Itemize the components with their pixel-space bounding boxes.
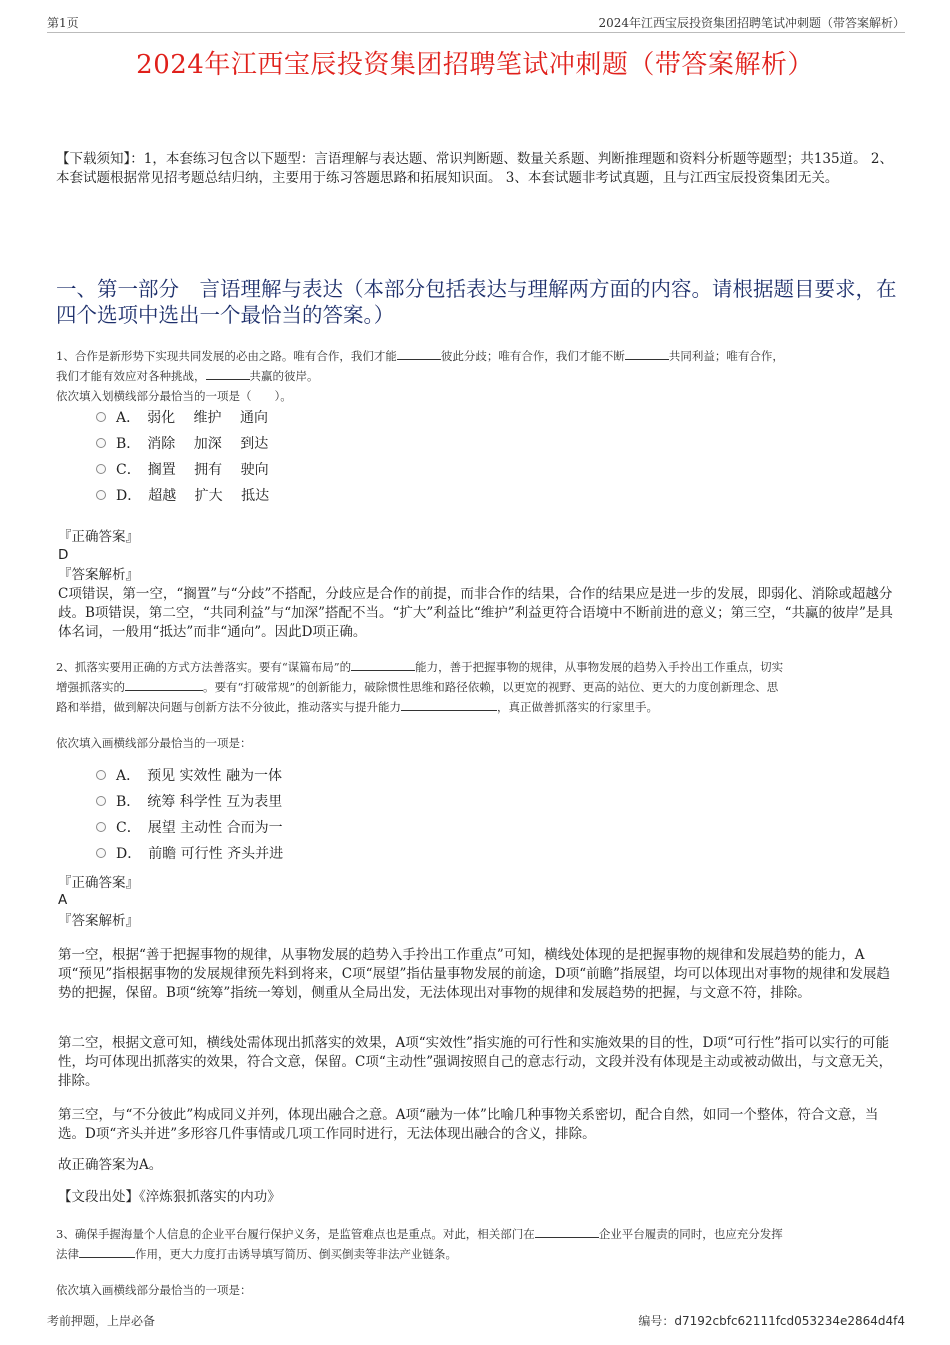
analysis-label: 『答案解析』 [58,567,139,583]
page-number: 第1页 [47,16,79,30]
question-1-stem: 1、合作是新形势下实现共同发展的必由之路。唯有合作，我们才能 彼此分歧；唯有合作，我们才能不断 共同利益；唯有合作， 我们才能有效应对各种挑战， 共赢的彼岸。 依次填入划横线部分最恰当的一项是（ ）。 [56,349,784,403]
footer-slogan: 考前押题，上岸必备 [47,1314,156,1328]
q2-answer: A [58,892,68,908]
q2-analysis-conclusion: 故正确答案为A。 [58,1157,163,1173]
q2-option-a[interactable]: A． 预见 实效性 融为一体 [96,766,282,786]
blank [351,658,415,671]
q2-option-b[interactable]: B． 统筹 科学性 互为表里 [96,792,282,812]
q2-option-d[interactable]: D． 前瞻 可行性 齐头并进 [96,844,283,864]
blank [625,347,669,360]
q2-prompt: 依次填入画横线部分最恰当的一项是： [56,736,252,750]
blank [535,1225,599,1238]
blank [206,367,250,380]
radio-icon[interactable] [96,822,106,832]
q1-option-b[interactable]: B． 消除 加深 到达 [96,434,268,454]
radio-icon[interactable] [96,796,106,806]
radio-icon[interactable] [96,490,106,500]
q1-analysis: C项错误，第一空，“搁置”与“分歧”不搭配，分歧应是合作的前提，而非合作的结果，合作的结果应是进一步的发展，即弱化、消除或超越分歧。B项错误，第二空，“共同利益”与“加深”搭配不当。“扩大”利益比“维护”利益更符合语境中不断前进的意义；第三空，“共赢的彼岸”是具体名词，一般用“抵达”而非“通向”。因此D项正确。 [58,586,893,640]
radio-icon[interactable] [96,438,106,448]
blank [397,347,441,360]
section-heading: 一、第一部分 言语理解与表达（本部分包括表达与理解两方面的内容。请根据题目要求，在四个选项中选出一个最恰当的答案。） [56,277,897,327]
q1-answer: D [58,547,69,563]
blank [401,698,497,711]
radio-icon[interactable] [96,770,106,780]
q3-prompt: 依次填入画横线部分最恰当的一项是： [56,1283,252,1297]
page-title: 2024年江西宝辰投资集团招聘笔试冲刺题（带答案解析） [136,50,814,80]
question-3-stem: 3、确保手握海量个人信息的企业平台履行保护义务，是监管难点也是重点。对此，相关部门在 企业平台履责的同时，也应充分发挥 法律 作用，更大力度打击诱导填写简历、倒买倒卖等非法产业链条。 [56,1227,783,1261]
footer-code: 编号：d7192cbfc62111fcd053234e2864d4f4 [638,1314,905,1328]
correct-answer-label: 『正确答案』 [58,875,139,891]
page-footer [47,1312,905,1329]
question-2-stem: 2、抓落实要用正确的方式方法善落实。要有“谋篇布局”的 能力，善于把握事物的规律，从事物发展的趋势入手拎出工作重点，切实 增强抓落实的 。要有“打破常规”的创新能力，破除惯性思维和路径依赖，以更宽的视野、更高的站位、更大的力度创新理念、思 路和举措，做到解决问题与创新方法不分彼此，推动落实与提升能力 ，真正做善抓落实的行家里手。 [56,660,784,714]
q2-option-c[interactable]: C． 展望 主动性 合而为一 [96,818,283,838]
q2-analysis-para-3: 第三空，与“不分彼此”构成同义并列，体现出融合之意。A项“融为一体”比喻几种事物关系密切，配合自然，如同一个整体，符合文意，当选。D项“齐头并进”多形容几件事情或几项工作同时进行，无法体现出融合的含义，排除。 [58,1107,879,1142]
q1-option-c[interactable]: C． 搁置 拥有 驶向 [96,460,269,480]
blank [125,678,203,691]
radio-icon[interactable] [96,464,106,474]
download-notice: 【下载须知】：1，本套练习包含以下题型：言语理解与表达题、常识判断题、数量关系题、判断推理题和资料分析题等题型；共135道。 2、本套试题根据常见招考题总结归纳，主要用于练习答题思路和拓展知识面。 3、本套试题非考试真题，且与江西宝辰投资集团无关。 [56,151,893,186]
q2-source: 【文段出处】《淬炼狠抓落实的内功》 [58,1189,281,1205]
correct-answer-label: 『正确答案』 [58,529,139,545]
page-header [47,8,905,33]
q2-analysis-para-2: 第二空，根据文意可知，横线处需体现出抓落实的效果，A项“实效性”指实施的可行性和实施效果的目的性，D项“可行性”指可以实行的可能性，均可体现出抓落实的效果，符合文意，保留。C项“主动性”强调按照自己的意志行动，文段并没有体现是主动或被动做出，与文意无关，排除。 [58,1035,893,1089]
q2-analysis-para-1: 第一空，根据“善于把握事物的规律，从事物发展的趋势入手拎出工作重点”可知，横线处体现的是把握事物的规律和发展趋势的能力，A项“预见”指根据事物的发展规律预先料到将来，C项“展望”指估量事物发展的前途，D项“前瞻”指展望，均可以体现出对事物的规律和发展趋势的把握，保留。B项“统筹”指统一筹划，侧重从全局出发，无法体现出对事物的规律和发展趋势的把握，与文意不符，排除。 [58,947,891,1001]
radio-icon[interactable] [96,848,106,858]
blank [79,1245,135,1258]
header-doc-title: 2024年江西宝辰投资集团招聘笔试冲刺题（带答案解析） [598,16,905,30]
q1-option-d[interactable]: D． 超越 扩大 抵达 [96,486,269,506]
analysis-label: 『答案解析』 [58,913,139,929]
q1-option-a[interactable]: A． 弱化 维护 通向 [96,408,268,428]
radio-icon[interactable] [96,412,106,422]
